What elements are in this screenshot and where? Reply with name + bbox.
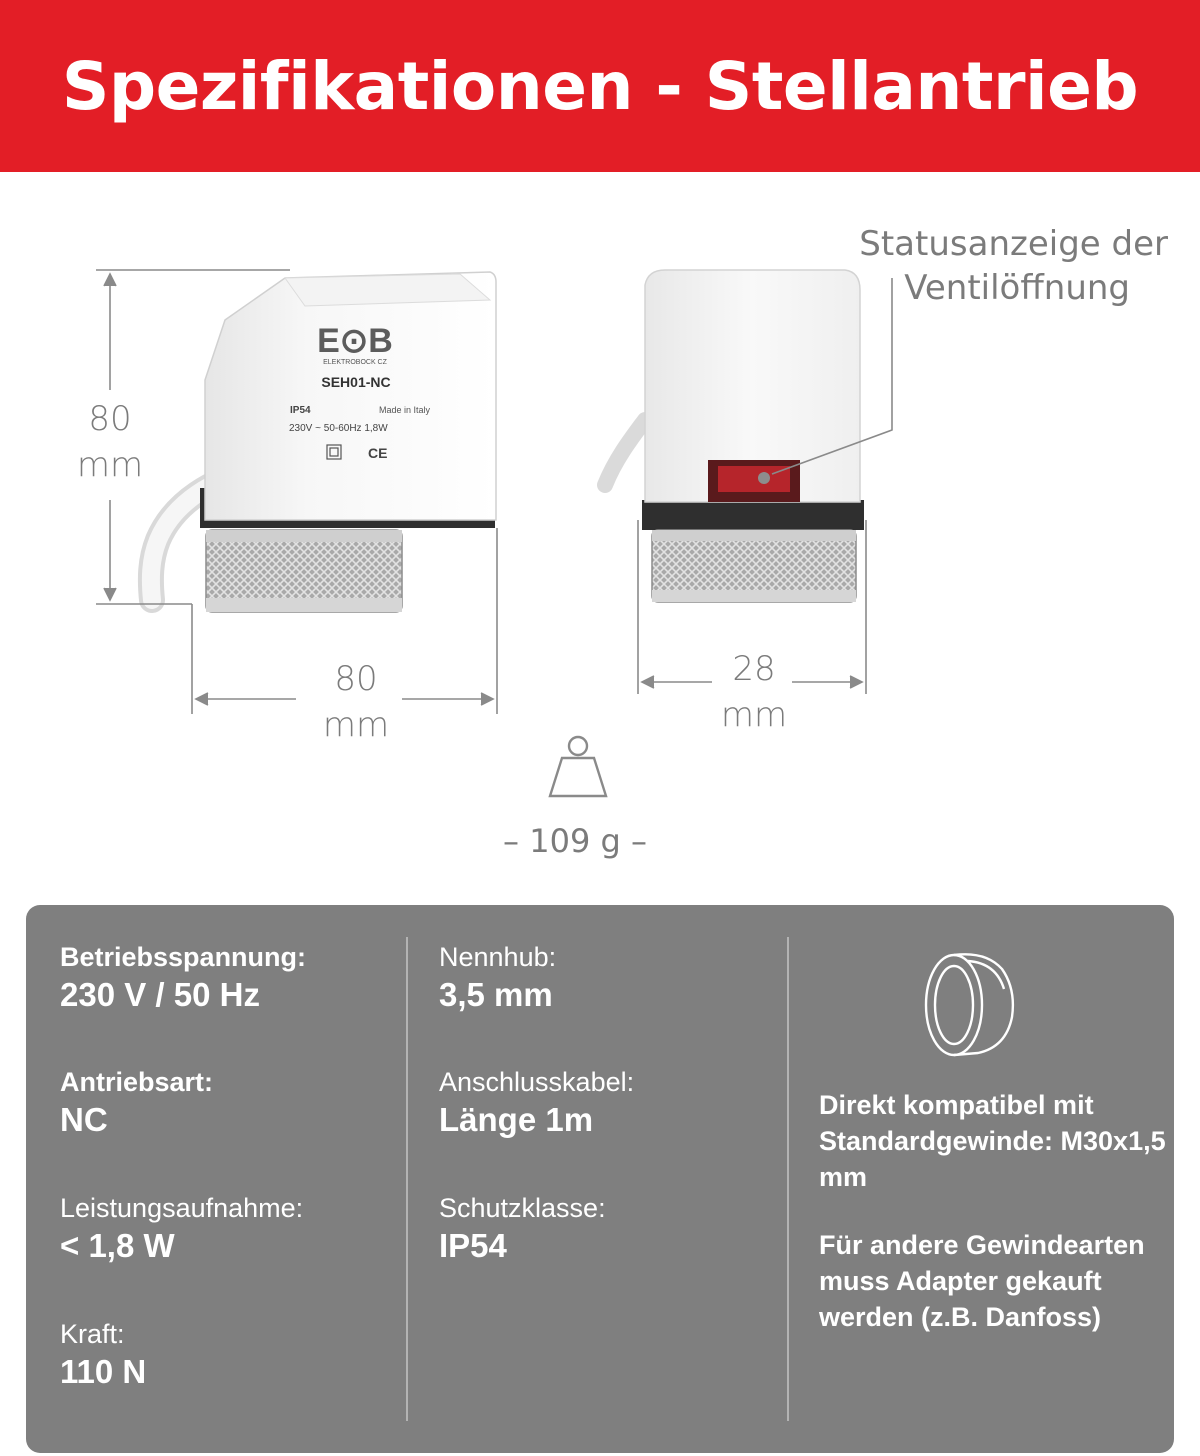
- title-banner: [0, 0, 1200, 172]
- spec-operating-voltage: Betriebsspannung: 230 V / 50 Hz: [60, 942, 307, 1013]
- width-dimension: 80 mm: [322, 659, 390, 745]
- spec-nominal-stroke: Nennhub: 3,5 mm: [439, 942, 557, 1013]
- model-name: SEH01-NC: [321, 374, 391, 390]
- spec-connection-cable: Anschlusskabel: Länge 1m: [439, 1067, 635, 1138]
- base-plate-side: [642, 500, 864, 530]
- weight-icon: [550, 737, 606, 796]
- spec-force: Kraft: 110 N: [60, 1319, 147, 1390]
- ce-mark: CE: [368, 445, 388, 461]
- status-indicator-callout: Statusanzeige der Ventilöffnung: [859, 224, 1168, 308]
- column-divider: [406, 937, 408, 1421]
- brand-logo-icon: E⊙B: [317, 322, 393, 360]
- height-dimension: 80 mm: [76, 399, 144, 485]
- spec-panel: [26, 905, 1174, 1453]
- page-title: Spezifikationen - Stellantrieb: [61, 47, 1139, 125]
- spec-protection-class: Schutzklasse: IP54: [439, 1193, 606, 1264]
- thread-ring-icon: [916, 945, 1026, 1065]
- actuator-side-view: [605, 270, 864, 602]
- spec-power-consumption: Leistungsaufnahme: < 1,8 W: [60, 1193, 304, 1264]
- housing: [205, 272, 496, 520]
- spec-drive-type: Antriebsart: NC: [60, 1067, 214, 1138]
- brand-name: ELEKTROBOCK CZ: [323, 359, 387, 366]
- column-divider: [787, 937, 789, 1421]
- weight-value: – 109 g –: [503, 822, 647, 860]
- label-rating: 230V ~ 50-60Hz 1,8W: [289, 423, 388, 434]
- cable-side: [605, 420, 645, 485]
- adapter-note: Für andere Gewindearten muss Adapter gekauft werden (z.B. Danfoss): [819, 1230, 1145, 1332]
- depth-dimension: 28 mm: [720, 649, 788, 735]
- compatibility-note: Direkt kompatibel mit Standardgewinde: M30x1,5 mm: [819, 1090, 1166, 1192]
- label-ip: IP54: [290, 405, 311, 416]
- label-origin: Made in Italy: [378, 405, 430, 415]
